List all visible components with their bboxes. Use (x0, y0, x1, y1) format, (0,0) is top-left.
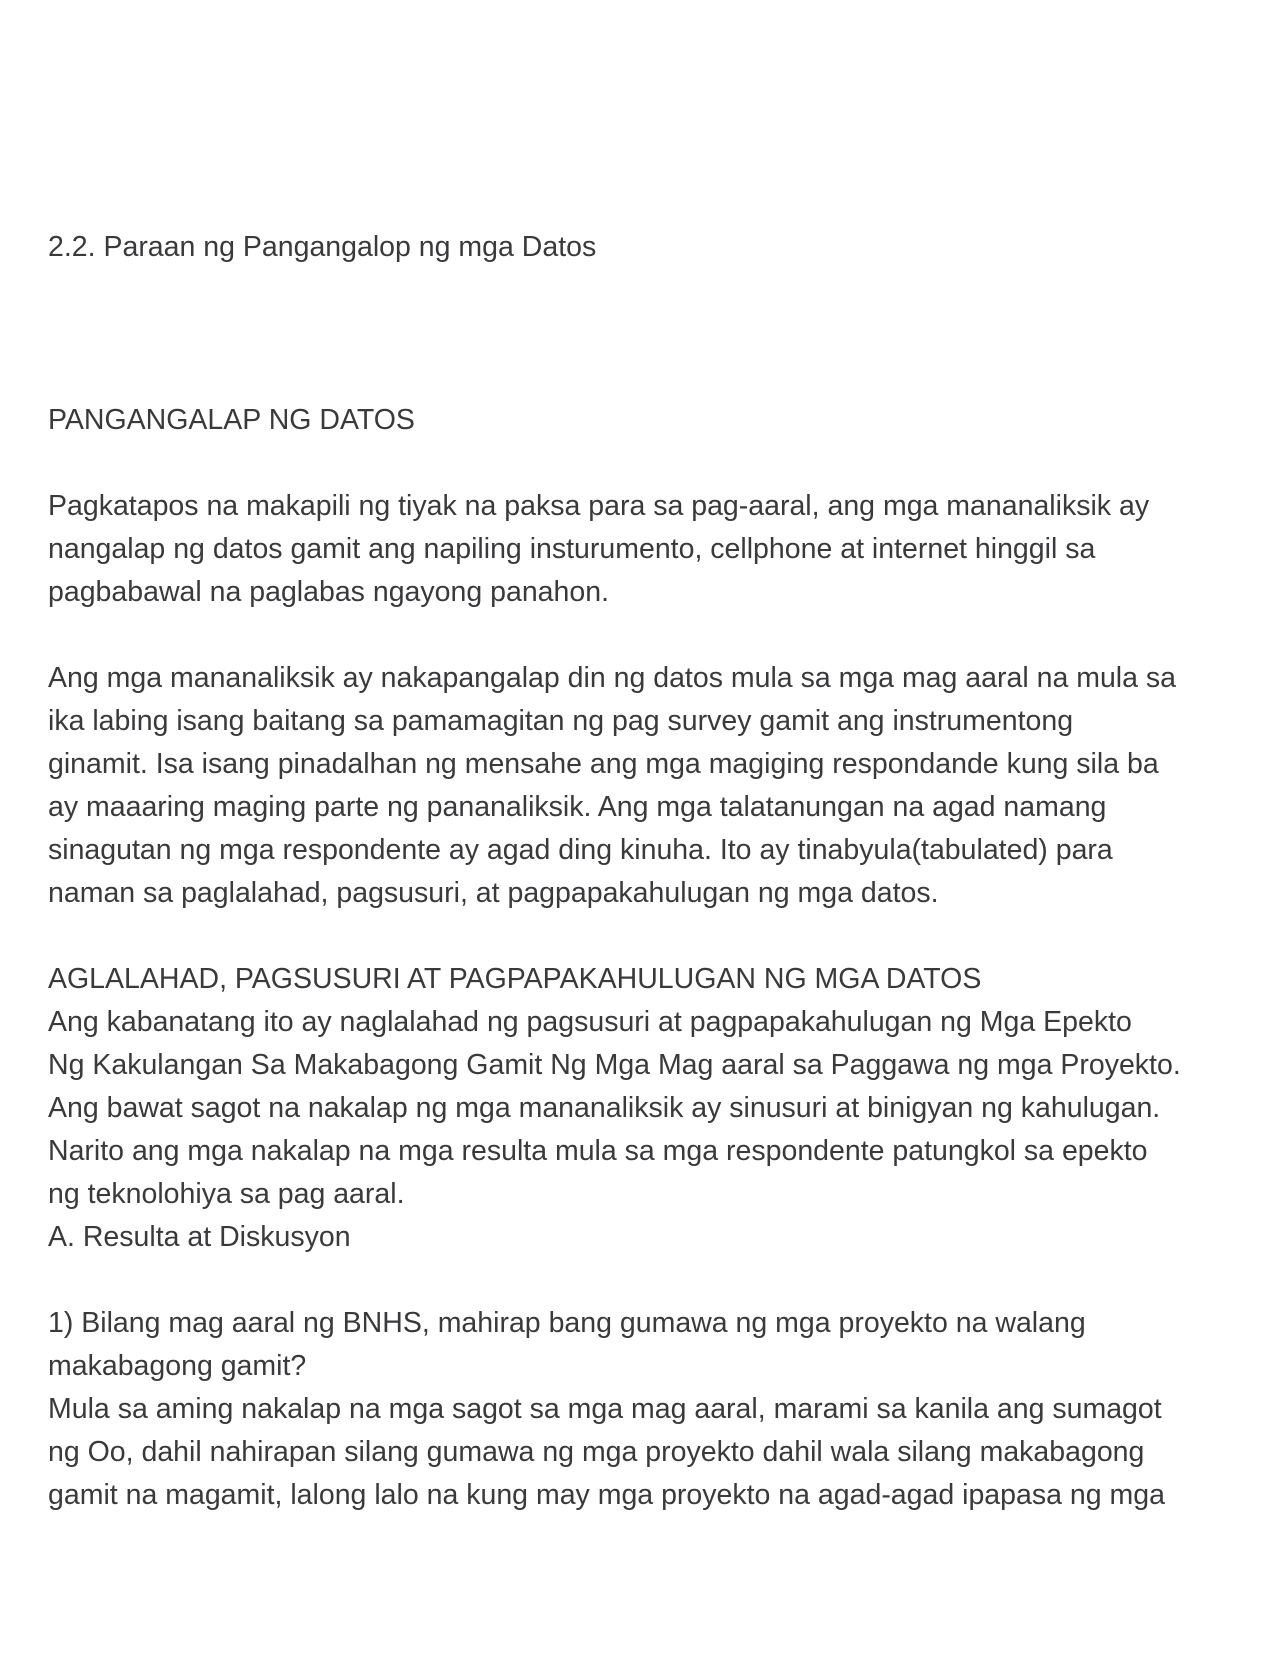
paragraph-line: Ang bawat sagot na nakalap ng mga mananaliksik ay sinusuri at binigyan ng kahulugan. (48, 1092, 1161, 1124)
heading-pangangalap: PANGANGALAP NG DATOS (48, 404, 415, 436)
paragraph-line: ng Oo, dahil nahirapan silang gumawa ng mga proyekto dahil wala silang makabagong (48, 1436, 1145, 1468)
paragraph-2 (48, 657, 1238, 915)
answer-1 (48, 1388, 1238, 1517)
paragraph-line: Pagkatapos na makapili ng tiyak na paksa para sa pag-aaral, ang mga mananaliksik ay (48, 490, 1150, 522)
paragraph-line: Ang kabanatang ito ay naglalahad ng pagsusuri at pagpapakahulugan ng Mga Epekto (48, 1006, 1132, 1038)
spacer (48, 614, 1238, 657)
section-title: 2.2. Paraan ng Pangangalop ng mga Datos (48, 231, 597, 263)
paragraph-line: ginamit. Isa isang pinadalhan ng mensahe ang mga magiging respondande kung sila ba (48, 748, 1159, 780)
document-body (48, 226, 1238, 1517)
spacer (48, 1259, 1238, 1302)
spacer (48, 442, 1238, 485)
paragraph-3 (48, 1001, 1238, 1216)
paragraph-line: makabagong gamit? (48, 1350, 307, 1382)
paragraph-1 (48, 485, 1238, 614)
question-1 (48, 1302, 1238, 1388)
paragraph-line: ng teknolohiya sa pag aaral. (48, 1178, 405, 1210)
spacer (48, 269, 1238, 399)
paragraph-line: gamit na magamit, lalong lalo na kung may mga proyekto na agad-agad ipapasa ng mga (48, 1479, 1165, 1511)
paragraph-line: pagbabawal na paglabas ngayong panahon. (48, 576, 609, 608)
paragraph-line: Ng Kakulangan Sa Makabagong Gamit Ng Mga Mag aaral sa Paggawa ng mga Proyekto. (48, 1049, 1181, 1081)
paragraph-line: Mula sa aming nakalap na mga sagot sa mga mag aaral, marami sa kanila ang sumagot (48, 1393, 1162, 1425)
heading-paglalahad: AGLALAHAD, PAGSUSURI AT PAGPAPAKAHULUGAN NG MGA DATOS (48, 963, 982, 995)
paragraph-line: sinagutan ng mga respondente ay agad ding kinuha. Ito ay tinabyula(tabulated) para (48, 834, 1113, 866)
paragraph-line: ay maaaring maging parte ng pananaliksik. Ang mga talatanungan na agad namang (48, 791, 1107, 823)
paragraph-line: 1) Bilang mag aaral ng BNHS, mahirap bang gumawa ng mga proyekto na walang (48, 1307, 1086, 1339)
subheading-resulta: A. Resulta at Diskusyon (48, 1221, 351, 1253)
paragraph-line: Ang mga mananaliksik ay nakapangalap din ng datos mula sa mga mag aaral na mula sa (48, 662, 1177, 694)
paragraph-line: Narito ang mga nakalap na mga resulta mula sa mga respondente patungkol sa epekto (48, 1135, 1148, 1167)
spacer (48, 915, 1238, 958)
paragraph-line: nangalap ng datos gamit ang napiling insturumento, cellphone at internet hinggil sa (48, 533, 1096, 565)
paragraph-line: ika labing isang baitang sa pamamagitan ng pag survey gamit ang instrumentong (48, 705, 1074, 737)
paragraph-line: naman sa paglalahad, pagsusuri, at pagpapakahulugan ng mga datos. (48, 877, 939, 909)
